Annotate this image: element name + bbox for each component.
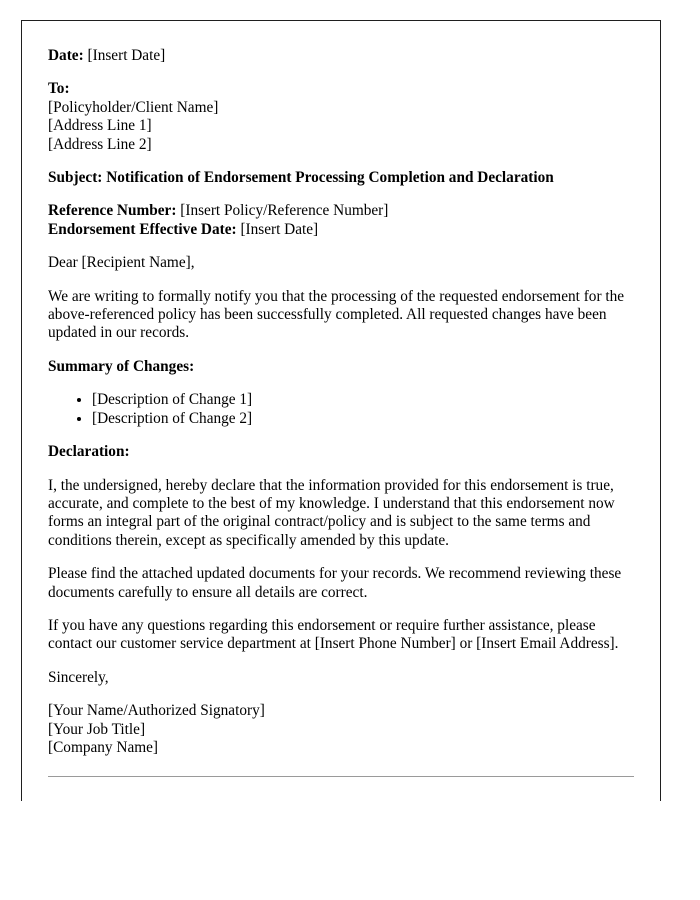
declaration-paragraph: I, the undersigned, hereby declare that the information provided for this endorsement is true, accurate, and complete to the best of my knowledge. I understand that this endorsement now forms an integral part of the original contract/policy and is subject to the same terms and conditions therein, except as specifically amended by this update. bbox=[48, 476, 615, 549]
to-label: To: bbox=[48, 80, 70, 98]
signature-block bbox=[48, 702, 634, 757]
effective-date-value: [Insert Date] bbox=[240, 220, 319, 238]
contact-paragraph: If you have any questions regarding this endorsement or require further assistance, please contact our customer service department at [Insert Phone Number] or [Insert Email Address]. bbox=[48, 616, 619, 653]
address-line-1: [Address Line 1] bbox=[48, 117, 152, 135]
declaration-heading: Declaration: bbox=[48, 443, 130, 461]
subject-line: Subject: Notification of Endorsement Processing Completion and Declaration bbox=[48, 169, 554, 187]
date-label: Date: bbox=[48, 47, 84, 64]
job-title-line: [Your Job Title] bbox=[48, 720, 146, 738]
recipient-name-line: [Policyholder/Client Name] bbox=[48, 98, 219, 116]
documents-paragraph: Please find the attached updated documents for your records. We recommend reviewing these documents carefully to ensure all details are correct. bbox=[48, 565, 622, 601]
date-line bbox=[48, 47, 634, 65]
intro-paragraph: We are writing to formally notify you that the processing of the requested endorsement for the above-referenced policy has been successfully completed. All requested changes have been updated in our records. bbox=[48, 287, 625, 342]
reference-number-label: Reference Number: bbox=[48, 202, 177, 220]
reference-number-value: [Insert Policy/Reference Number] bbox=[180, 202, 389, 220]
summary-change-list bbox=[48, 391, 634, 428]
recipient-block bbox=[48, 80, 634, 154]
change-item-2: • [Description of Change 2] bbox=[92, 410, 634, 428]
date-value: [Insert Date] bbox=[87, 47, 166, 64]
company-name-line: [Company Name] bbox=[48, 738, 159, 756]
salutation: Dear [Recipient Name], bbox=[48, 254, 195, 272]
closing-line: Sincerely, bbox=[48, 668, 109, 686]
address-line-2: [Address Line 2] bbox=[48, 135, 152, 153]
signatory-name-line: [Your Name/Authorized Signatory] bbox=[48, 702, 265, 720]
footer-divider bbox=[48, 776, 634, 777]
letter-page bbox=[21, 20, 661, 801]
change-item-1: • [Description of Change 1] bbox=[92, 391, 634, 409]
summary-heading: Summary of Changes: bbox=[48, 357, 195, 375]
reference-block bbox=[48, 202, 634, 239]
effective-date-label: Endorsement Effective Date: bbox=[48, 220, 237, 238]
